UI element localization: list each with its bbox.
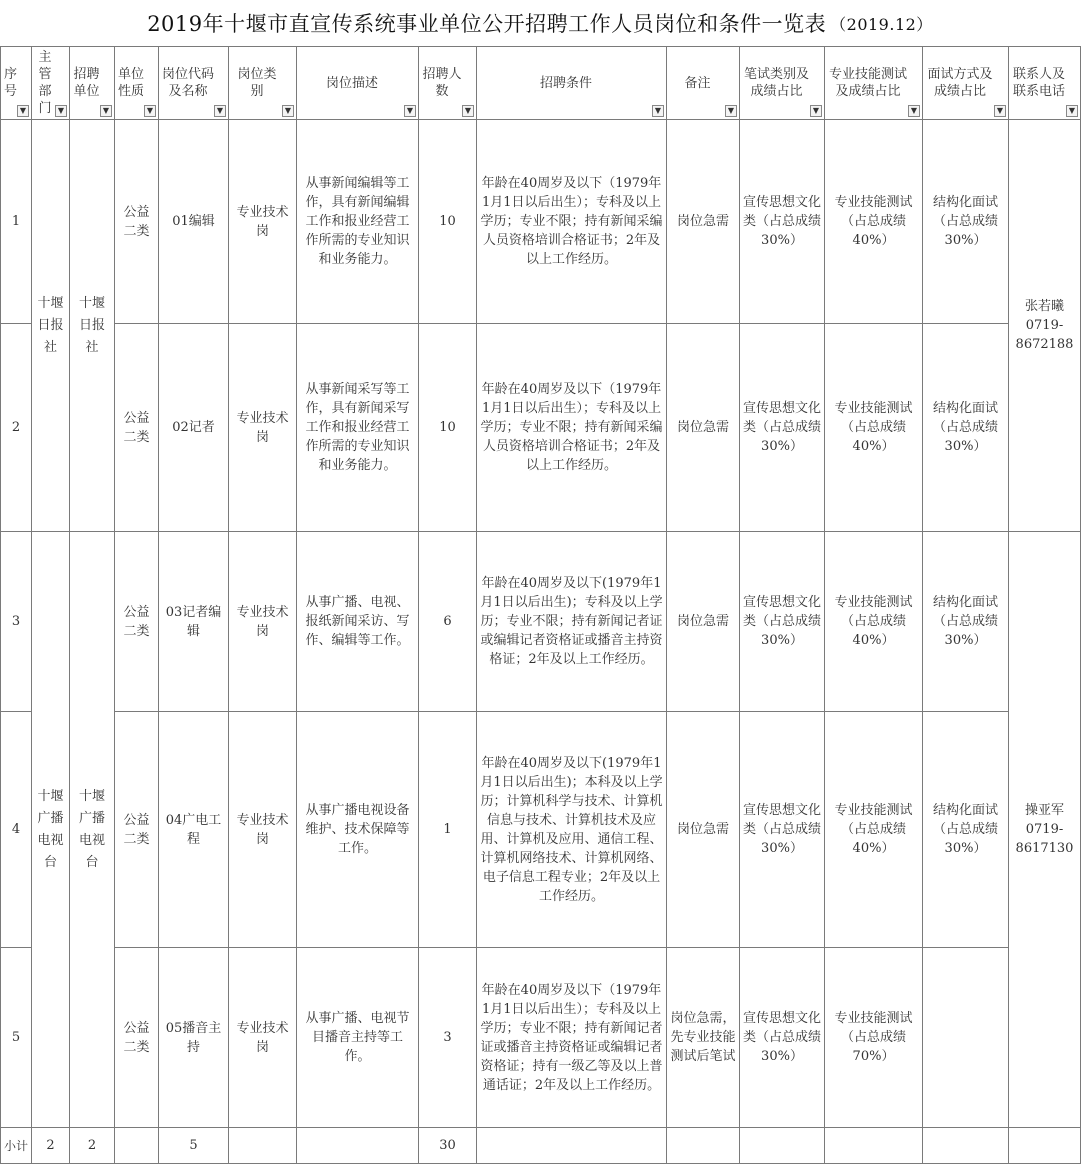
contact-phone: 0719-8672188 (1015, 318, 1074, 352)
cell-count: 3 (419, 948, 477, 1128)
cell-code: 04广电工程 (159, 712, 229, 948)
recruitment-table (0, 46, 1081, 1164)
cell-remark: 岗位急需 (667, 120, 740, 324)
header-remark: 备注 ▼ (667, 47, 740, 120)
cell-nature: 公益二类 (115, 712, 159, 948)
table-row (1, 948, 1081, 1128)
cell-interview: 结构化面试（占总成绩30%） (923, 120, 1009, 324)
header-skill: 专业技能测试及成绩占比 ▼ (825, 47, 923, 120)
chevron-down-icon[interactable]: ▼ (17, 105, 29, 117)
subtotal-dept: 2 (32, 1128, 70, 1164)
title-text: 2019年十堰市直宣传系统事业单位公开招聘工作人员岗位和条件一览表 (147, 12, 827, 36)
header-interview: 面试方式及成绩占比 ▼ (923, 47, 1009, 120)
cell-conditions: 年龄在40周岁及以下（1979年1月1日以后出生）；专科及以上学历；专业不限；持有新闻采编人员资格培训合格证书；2年及以上工作经历。 (477, 120, 667, 324)
chevron-down-icon[interactable]: ▼ (725, 105, 737, 117)
cell-contact (1009, 120, 1081, 532)
cell-interview: 结构化面试（占总成绩30%） (923, 712, 1009, 948)
cell-written: 宣传思想文化类（占总成绩30%） (740, 948, 825, 1128)
cell-conditions: 年龄在40周岁及以下(1979年1月1日以后出生)；本科及以上学历；计算机科学与技术、计算机信息与技术、计算机技术及应用、计算机及应用、通信工程、计算机网络技术、计算机网络、电子信息工程专业；2年及以上工作经历。 (477, 712, 667, 948)
cell-seq: 1 (1, 120, 32, 324)
header-count: 招聘人数 ▼ (419, 47, 477, 120)
cell-category: 专业技术岗 (229, 712, 297, 948)
chevron-down-icon[interactable]: ▼ (144, 105, 156, 117)
header-conditions: 招聘条件 ▼ (477, 47, 667, 120)
cell-written: 宣传思想文化类（占总成绩30%） (740, 120, 825, 324)
cell-interview: 结构化面试（占总成绩30%） (923, 324, 1009, 532)
title-date: （2019.12） (830, 14, 933, 34)
cell-conditions: 年龄在40周岁及以下(1979年1月1日以后出生)；专科及以上学历；专业不限；持有新闻记者证或编辑记者资格证或播音主持资格证；2年及以上工作经历。 (477, 532, 667, 712)
chevron-down-icon[interactable]: ▼ (100, 105, 112, 117)
cell-desc: 从事广播、电视、报纸新闻采访、写作、编辑等工作。 (297, 532, 419, 712)
cell-category: 专业技术岗 (229, 532, 297, 712)
header-seq: 序号 ▼ (1, 47, 32, 120)
cell-dept: 十堰广播电视台 (32, 532, 70, 1128)
chevron-down-icon[interactable]: ▼ (652, 105, 664, 117)
cell-unit: 十堰广播电视台 (70, 532, 115, 1128)
chevron-down-icon[interactable]: ▼ (214, 105, 226, 117)
subtotal-nature (115, 1128, 159, 1164)
chevron-down-icon[interactable]: ▼ (462, 105, 474, 117)
header-contact: 联系人及联系电话 ▼ (1009, 47, 1081, 120)
header-dept: 主管部门 ▼ (32, 47, 70, 120)
cell-written: 宣传思想文化类（占总成绩30%） (740, 532, 825, 712)
cell-skill: 专业技能测试（占总成绩40%） (825, 712, 923, 948)
cell-remark: 岗位急需，先专业技能测试后笔试 (667, 948, 740, 1128)
cell-count: 10 (419, 324, 477, 532)
subtotal-unit: 2 (70, 1128, 115, 1164)
cell-skill: 专业技能测试（占总成绩70%） (825, 948, 923, 1128)
cell-dept: 十堰日报社 (32, 120, 70, 532)
subtotal-category (229, 1128, 297, 1164)
header-desc: 岗位描述 ▼ (297, 47, 419, 120)
cell-skill: 专业技能测试（占总成绩40%） (825, 324, 923, 532)
chevron-down-icon[interactable]: ▼ (908, 105, 920, 117)
cell-seq: 4 (1, 712, 32, 948)
subtotal-row (1, 1128, 1081, 1164)
header-code: 岗位代码及名称 ▼ (159, 47, 229, 120)
chevron-down-icon[interactable]: ▼ (994, 105, 1006, 117)
page-title (0, 0, 1080, 46)
subtotal-written (740, 1128, 825, 1164)
contact-phone: 0719-8617130 (1015, 822, 1074, 856)
header-row (1, 47, 1081, 120)
cell-conditions: 年龄在40周岁及以下（1979年1月1日以后出生）；专科及以上学历；专业不限；持有新闻记者证或播音主持资格证或编辑记者资格证；持有一级乙等及以上普通话证；2年及以上工作经历。 (477, 948, 667, 1128)
cell-seq: 2 (1, 324, 32, 532)
cell-written: 宣传思想文化类（占总成绩30%） (740, 712, 825, 948)
cell-category: 专业技术岗 (229, 120, 297, 324)
cell-nature: 公益二类 (115, 948, 159, 1128)
table-row (1, 532, 1081, 712)
cell-count: 10 (419, 120, 477, 324)
chevron-down-icon[interactable]: ▼ (55, 105, 67, 117)
subtotal-skill (825, 1128, 923, 1164)
subtotal-code: 5 (159, 1128, 229, 1164)
cell-conditions: 年龄在40周岁及以下（1979年1月1日以后出生）；专科及以上学历；专业不限；持有新闻采编人员资格培训合格证书；2年及以上工作经历。 (477, 324, 667, 532)
cell-contact (1009, 532, 1081, 1128)
cell-remark: 岗位急需 (667, 712, 740, 948)
cell-nature: 公益二类 (115, 324, 159, 532)
cell-nature: 公益二类 (115, 120, 159, 324)
header-unit: 招聘单位 ▼ (70, 47, 115, 120)
subtotal-count: 30 (419, 1128, 477, 1164)
cell-seq: 3 (1, 532, 32, 712)
cell-code: 01编辑 (159, 120, 229, 324)
cell-nature: 公益二类 (115, 532, 159, 712)
cell-skill: 专业技能测试（占总成绩40%） (825, 120, 923, 324)
cell-code: 02记者 (159, 324, 229, 532)
subtotal-contact (1009, 1128, 1081, 1164)
subtotal-label: 小计 (1, 1128, 32, 1164)
contact-name: 张若曦 (1024, 299, 1064, 314)
cell-count: 6 (419, 532, 477, 712)
cell-count: 1 (419, 712, 477, 948)
subtotal-conditions (477, 1128, 667, 1164)
cell-remark: 岗位急需 (667, 324, 740, 532)
cell-unit: 十堰日报社 (70, 120, 115, 532)
cell-remark: 岗位急需 (667, 532, 740, 712)
chevron-down-icon[interactable]: ▼ (282, 105, 294, 117)
chevron-down-icon[interactable]: ▼ (810, 105, 822, 117)
cell-desc: 从事新闻编辑等工作，具有新闻编辑工作和报业经营工作所需的专业知识和业务能力。 (297, 120, 419, 324)
chevron-down-icon[interactable]: ▼ (404, 105, 416, 117)
cell-seq: 5 (1, 948, 32, 1128)
cell-desc: 从事广播、电视节目播音主持等工作。 (297, 948, 419, 1128)
cell-code: 03记者编辑 (159, 532, 229, 712)
subtotal-remark (667, 1128, 740, 1164)
cell-written: 宣传思想文化类（占总成绩30%） (740, 324, 825, 532)
contact-name: 操亚军 (1024, 803, 1064, 818)
subtotal-interview (923, 1128, 1009, 1164)
cell-interview (923, 948, 1009, 1128)
cell-code: 05播音主持 (159, 948, 229, 1128)
table-row (1, 120, 1081, 324)
table-row (1, 324, 1081, 532)
cell-desc: 从事新闻采写等工作，具有新闻采写工作和报业经营工作所需的专业知识和业务能力。 (297, 324, 419, 532)
cell-category: 专业技术岗 (229, 324, 297, 532)
header-nature: 单位性质 ▼ (115, 47, 159, 120)
cell-category: 专业技术岗 (229, 948, 297, 1128)
header-written: 笔试类别及成绩占比 ▼ (740, 47, 825, 120)
subtotal-desc (297, 1128, 419, 1164)
header-category: 岗位类别 ▼ (229, 47, 297, 120)
chevron-down-icon[interactable]: ▼ (1066, 105, 1078, 117)
cell-interview: 结构化面试（占总成绩30%） (923, 532, 1009, 712)
table-row (1, 712, 1081, 948)
cell-desc: 从事广播电视设备维护、技术保障等工作。 (297, 712, 419, 948)
cell-skill: 专业技能测试（占总成绩40%） (825, 532, 923, 712)
